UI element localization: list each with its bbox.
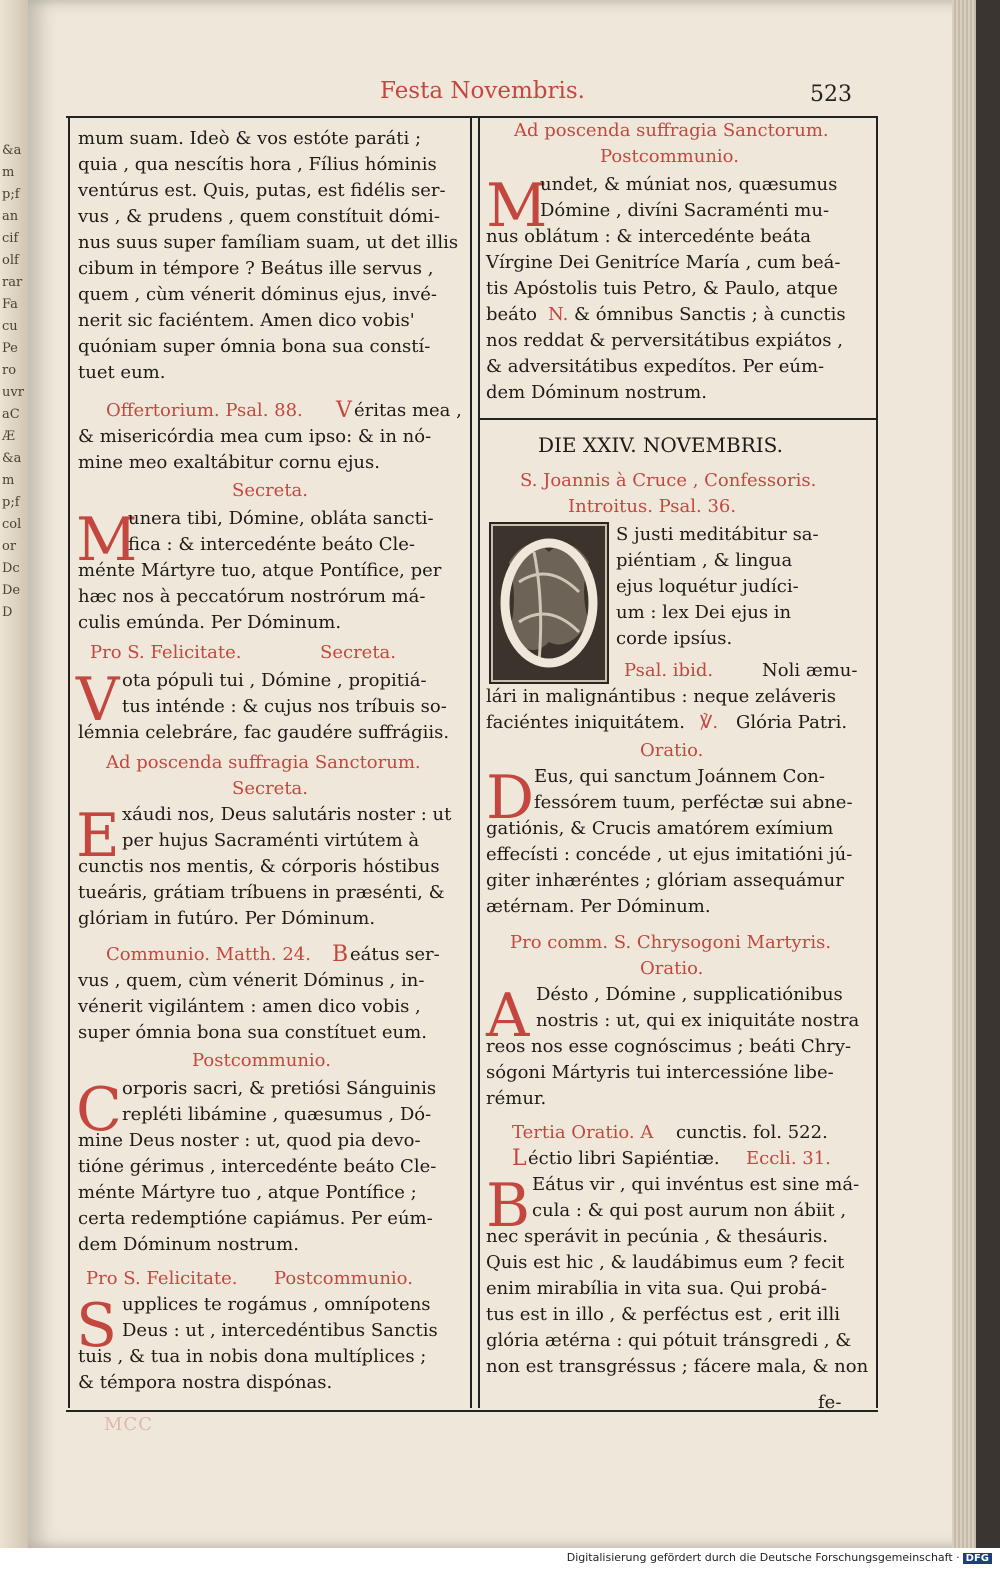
supplices-line: & témpora nostra dispónas.	[78, 1372, 333, 1393]
gospel-line: vus , & prudens , quem constítuit dómi-	[78, 206, 440, 227]
adesto-line: rémur.	[486, 1088, 547, 1109]
oratio-heading: Oratio.	[640, 740, 704, 761]
offertory-label: Offertorium. Psal. 88.	[106, 400, 303, 421]
drop-cap-d: D	[486, 763, 535, 833]
adesto-line: nostris : ut, qui ex iniquitáte nostra	[536, 1010, 860, 1031]
offertory-initial: V	[336, 398, 352, 423]
mundet-line: tis Apóstolis tuis Petro, & Paulo, atque	[486, 278, 838, 299]
exaudi-line: tueáris, grátiam tríbuens in præsénti, &	[78, 882, 445, 903]
adjacent-page-spine	[0, 0, 28, 1548]
mundet-line: Dómine , divíni Sacraménti mu-	[540, 200, 830, 221]
secreta-line: ménte Mártyre tuo, atque Pontífice, per	[78, 560, 442, 581]
communio-initial: B	[332, 942, 349, 967]
mundet-line: dem Dóminum nostrum.	[486, 382, 707, 403]
beatus-line: cula : & qui post aurum non ábiit ,	[532, 1200, 847, 1221]
lectio-heading: éctio libri Sapiéntiæ.	[528, 1148, 720, 1169]
mundet-line: nus oblátum : & intercedénte beáta	[486, 226, 811, 247]
gospel-line: quóniam super ómnia bona sua constí-	[78, 336, 431, 357]
os-line: ejus loquétur judíci-	[616, 576, 799, 597]
mundet-line: Vírgine Dei Genitríce María , cum beá-	[486, 252, 841, 273]
noli-line: faciéntes iniquitátem.	[486, 712, 685, 733]
deus-line: giter inhæréntes ; glóriam assequámur	[486, 870, 844, 891]
gloria-text: Glória Patri.	[736, 712, 848, 733]
footer-credit	[567, 1551, 992, 1564]
communio-line: vus , quem, cùm vénerit Dóminus , in-	[78, 970, 425, 991]
postcommunio-heading: Postcommunio.	[192, 1050, 331, 1071]
drop-cap-m: M	[76, 505, 138, 575]
section-rule	[480, 418, 878, 420]
drop-cap-m: M	[486, 171, 548, 241]
noli-line: Noli æmu-	[762, 660, 858, 681]
oratio-heading: Oratio.	[640, 958, 704, 979]
suffragia-heading: Ad poscenda suffragia Sanctorum.	[106, 752, 421, 773]
noli-line: lári in malignántibus : neque zeláveris	[486, 686, 837, 707]
os-line: um : lex Dei ejus in	[616, 602, 792, 623]
beatus-line: glória ætérna : qui pótuit tránsgredi , &	[486, 1330, 852, 1351]
woodcut-ornament-icon	[489, 522, 609, 684]
deus-line: effecísti : concéde , ut ejus imitatióni jú-	[486, 844, 853, 865]
page-number: 523	[810, 82, 852, 107]
drop-cap-v: V	[76, 665, 120, 735]
communio-label: Communio. Matth. 24.	[106, 944, 311, 965]
drop-cap-s: S	[76, 1291, 118, 1361]
beatus-line: Quis est hic , & laudábimus eum ? fecit	[486, 1252, 845, 1273]
commemoration-heading: Pro comm. S. Chrysogoni Martyris.	[510, 932, 832, 953]
beatus-line: non est transgréssus ; fácere mala, & non	[486, 1356, 869, 1377]
tertia-oratio-label: Tertia Oratio. A	[512, 1122, 654, 1143]
mundet-line: undet, & múniat nos, quæsumus	[540, 174, 838, 195]
mundet-line: & ómnibus Sanctis ; à cunctis	[574, 304, 846, 325]
communio-line: eátus ser-	[350, 944, 440, 965]
secreta-line: fica : & intercedénte beáto Cle-	[128, 534, 415, 555]
communio-line: super ómnia bona sua constítuet eum.	[78, 1022, 427, 1043]
ink-offset-mark: MCC	[104, 1414, 153, 1435]
drop-cap-a: A	[486, 981, 530, 1051]
adjacent-page-text: &amp;fancifolfrarFacuPerouvraCÆ&amp;fcolorDcDeD	[2, 143, 24, 620]
secreta-heading: Secreta.	[320, 642, 397, 663]
exaudi-line: cunctis nos mentis, & córporis hóstibus	[78, 856, 440, 877]
supplices-line: tuis , & tua in nobis dona multíplices ;	[78, 1346, 427, 1367]
gospel-line: nus suus super famíliam suam, ut det illis	[78, 232, 459, 253]
os-line: corde ipsíus.	[616, 628, 733, 649]
communio-line: vénerit vigilántem : amen dico vobis ,	[78, 996, 421, 1017]
supplices-line: Deus : ut , intercedéntibus Sanctis	[122, 1320, 438, 1341]
corporis-line: mine Deus noster : ut, quod pia devo-	[78, 1130, 421, 1151]
felicitas-heading: Pro S. Felicitate.	[90, 642, 242, 663]
tertia-oratio-reference: cunctis. fol. 522.	[676, 1122, 828, 1143]
name-placeholder: N.	[548, 304, 569, 325]
gospel-line: nerit sic faciéntem. Amen dico vobis'	[78, 310, 415, 331]
lectio-reference: Eccli. 31.	[746, 1148, 831, 1169]
felicitas-heading: Pro S. Felicitate.	[86, 1268, 238, 1289]
adesto-line: reos nos esse cognóscimus ; beáti Chry-	[486, 1036, 852, 1057]
offertory-line: & misericórdia mea cum ipso: & in nó-	[78, 426, 432, 447]
corporis-line: tióne gérimus , intercedénte beáto Cle-	[78, 1156, 437, 1177]
postcommunio-heading: Postcommunio.	[600, 146, 739, 167]
suffragia-heading: Ad poscenda suffragia Sanctorum.	[514, 120, 829, 141]
deus-line: Eus, qui sanctum Joánnem Con-	[534, 766, 825, 787]
beatus-line: nec sperávit in pecúnia , & thesáuris.	[486, 1226, 828, 1247]
gospel-line: tuet eum.	[78, 362, 166, 383]
votum-line: lémnia celebráre, fac gaudére suffrágiis.	[78, 722, 450, 743]
supplices-line: upplices te rogámus , omnípotens	[122, 1294, 431, 1315]
corporis-line: ménte Mártyre tuo , atque Pontífice ;	[78, 1182, 417, 1203]
corporis-line: certa redemptióne capiámus. Per eúm-	[78, 1208, 433, 1229]
introit-label: Introitus. Psal. 36.	[568, 496, 737, 517]
saint-title: S. Joannis à Cruce , Confessoris.	[520, 470, 817, 491]
psalm-label: Psal. ibid.	[624, 660, 714, 681]
os-line: piéntiam , & lingua	[616, 550, 793, 571]
mundet-line: & adversitátibus expedítos. Per eúm-	[486, 356, 825, 377]
gospel-line: quia , qua nescítis hora , Fílius hóminis	[78, 154, 437, 175]
corporis-line: dem Dóminum nostrum.	[78, 1234, 299, 1255]
catchword: fe-	[818, 1392, 842, 1413]
votum-line: tus inténde : & cujus nos tríbuis so-	[122, 696, 447, 717]
deus-line: fessórem tuum, perféctæ sui abne-	[534, 792, 853, 813]
secreta-heading: Secreta.	[232, 480, 309, 501]
corporis-line: orporis sacri, & pretiósi Sánguinis	[122, 1078, 437, 1099]
exaudi-line: glóriam in futúro. Per Dóminum.	[78, 908, 376, 929]
secreta-line: hæc nos à peccatórum nostrórum má-	[78, 586, 426, 607]
votum-line: ota pópuli tui , Dómine , propitiá-	[122, 670, 427, 691]
offertory-line: mine meo exaltábitur cornu ejus.	[78, 452, 380, 473]
drop-cap-b: B	[486, 1171, 531, 1241]
postcommunio-heading: Postcommunio.	[274, 1268, 413, 1289]
offertory-line: éritas mea ,	[354, 400, 462, 421]
adesto-line: Désto , Dómine , supplicatiónibus	[536, 984, 843, 1005]
footer-bar	[0, 1548, 1000, 1569]
beatus-line: tus est in illo , & perféctus est , erit illi	[486, 1304, 840, 1325]
woodcut-initial	[489, 522, 609, 684]
footer-credit-text: Digitalisierung gefördert durch die Deutsche Forschungsgemeinschaft ·	[566, 1551, 960, 1564]
gospel-line: cibum in témpore ? Beátus ille servus ,	[78, 258, 434, 279]
gospel-line: quem , cùm vénerit dóminus ejus, invé-	[78, 284, 437, 305]
dfg-logo-icon: DFG	[963, 1553, 992, 1564]
feast-date: DIE XXIV. NOVEMBRIS.	[538, 433, 783, 457]
running-head: Festa Novembris.	[380, 78, 585, 104]
versicle-icon: ℣.	[700, 712, 719, 733]
mundet-line: beáto	[486, 304, 537, 325]
adesto-line: sógoni Mártyris tui intercessióne libe-	[486, 1062, 834, 1083]
lectio-initial: L	[512, 1146, 527, 1171]
mundet-line: nos reddat & perversitátibus expiátos ,	[486, 330, 843, 351]
beatus-line: enim mirabília in vita sua. Qui probá-	[486, 1278, 828, 1299]
gospel-line: ventúrus est. Quis, putas, est fidélis ser-	[78, 180, 446, 201]
beatus-line: Eátus vir , qui invéntus est sine má-	[532, 1174, 860, 1195]
exaudi-line: xáudi nos, Deus salutáris noster : ut	[122, 804, 452, 825]
gospel-line: mum suam. Ideò & vos estóte paráti ;	[78, 128, 422, 149]
deus-line: gatiónis, & Crucis amatórem exímium	[486, 818, 834, 839]
exaudi-line: per hujus Sacraménti virtútem à	[122, 830, 420, 851]
secreta-line: culis emúnda. Per Dóminum.	[78, 612, 342, 633]
secreta-line: unera tibi, Dómine, obláta sancti-	[128, 508, 434, 529]
drop-cap-c: C	[76, 1075, 122, 1145]
corporis-line: repléti libámine , quæsumus , Dó-	[122, 1104, 432, 1125]
deus-line: ætérnam. Per Dóminum.	[486, 896, 711, 917]
page-fore-edge	[952, 0, 976, 1548]
secreta-heading: Secreta.	[232, 778, 309, 799]
os-line: S justi meditábitur sa-	[616, 524, 819, 545]
drop-cap-e: E	[76, 801, 120, 871]
